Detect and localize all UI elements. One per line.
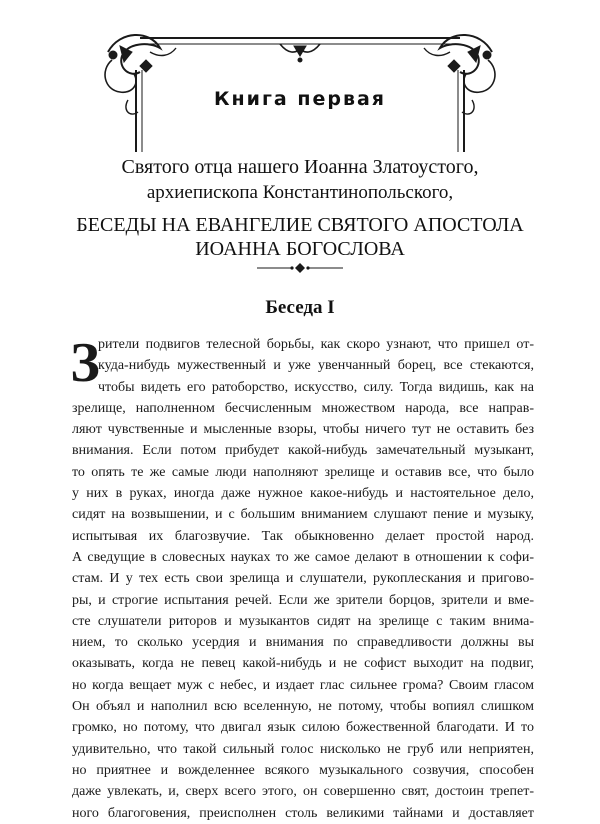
- text-line: даже увлекать, и, сверх всего этого, он совершенно свят, достоин трепет-: [72, 784, 534, 800]
- text-line: сидят на возвышении, и с большим вниманием слушают пение и музыку,: [72, 507, 534, 523]
- work-title-line-2: ИОАННА БОГОСЛОВА: [195, 238, 405, 260]
- text-line: чтобы видеть его ратоборство, искусство, силу. Тогда видишь, как на: [98, 379, 534, 395]
- sermon-text: [72, 334, 534, 824]
- text-line: А сведущие в словесных науках то же самое делают в отношении к софи-: [72, 549, 534, 565]
- section-divider: [255, 262, 345, 274]
- text-line: Он объял и наполнил всю вселенную, не потому, чтобы вопиял слишком: [72, 699, 534, 715]
- book-title: Книга первая: [214, 88, 386, 110]
- text-line: удивительно, что такой сильный голос нисколько не груб или неприятен,: [72, 741, 534, 757]
- text-line: у них в руках, иногда даже нужное какое-нибудь и настоятельное дело,: [72, 486, 534, 502]
- ornamental-frame: [0, 0, 600, 160]
- author-line-2: архиепископа Константинопольского,: [146, 182, 454, 203]
- text-line: но когда вещает муж с небес, и издает глас сильнее грома? Своим гласом: [72, 677, 534, 693]
- text-line: нием, то сколько усердия и внимания по справедливости должны вы: [72, 635, 534, 651]
- text-line: ры, и строгие испытания речей. Если же зрители борцов, зрители и вме-: [72, 592, 534, 608]
- author-line-1: Святого отца нашего Иоанна Златоустого,: [121, 156, 479, 178]
- work-title-line-1: БЕСЕДЫ НА ЕВАНГЕЛИЕ СВЯТОГО АПОСТОЛА: [76, 214, 524, 236]
- text-line: громко, но потому, что двигал язык силою божественной благодати. И то: [72, 720, 534, 736]
- text-line: стам. И у тех есть свои зрелища и слушатели, рукоплескания и пригово-: [72, 571, 534, 587]
- text-line: испытывая их благозвучие. Так обыкновенно делает простой народ.: [72, 528, 534, 544]
- top-center-ornament: [280, 44, 320, 62]
- drop-cap-letter: З: [70, 332, 100, 394]
- text-line: внимания. Если потом прибудет какой-нибудь замечательный музыкант,: [72, 443, 534, 459]
- text-line: зрелище, наполненном бесчисленным множеством народа, все направ-: [72, 400, 534, 416]
- text-line: сте слушатели риторов и музыкантов сидят на зрелище с таким внима-: [72, 613, 534, 629]
- text-line: оказывать, когда не певец какой-нибудь и не софист выходит на подвиг,: [72, 656, 534, 672]
- text-line: но приятнее и вожделеннее всякого музыкального созвучия, способен: [72, 762, 534, 778]
- text-line: ного благоговения, преисполнен столь великими тайнами и доставляет: [72, 805, 534, 821]
- text-line: ляют чувственные и мысленные взоры, чтобы ничего тут не оставить без: [72, 422, 534, 438]
- text-line: рители подвигов телесной борьбы, как скоро узнают, что пришел от-: [98, 337, 534, 352]
- text-line: куда-нибудь мужественный и уже увенчанный борец, все стекаются,: [98, 358, 534, 374]
- sermon-title: Беседа I: [265, 297, 335, 318]
- text-line: то опять те же самые люди наполняют зрелище и оставив все, что было: [72, 464, 534, 480]
